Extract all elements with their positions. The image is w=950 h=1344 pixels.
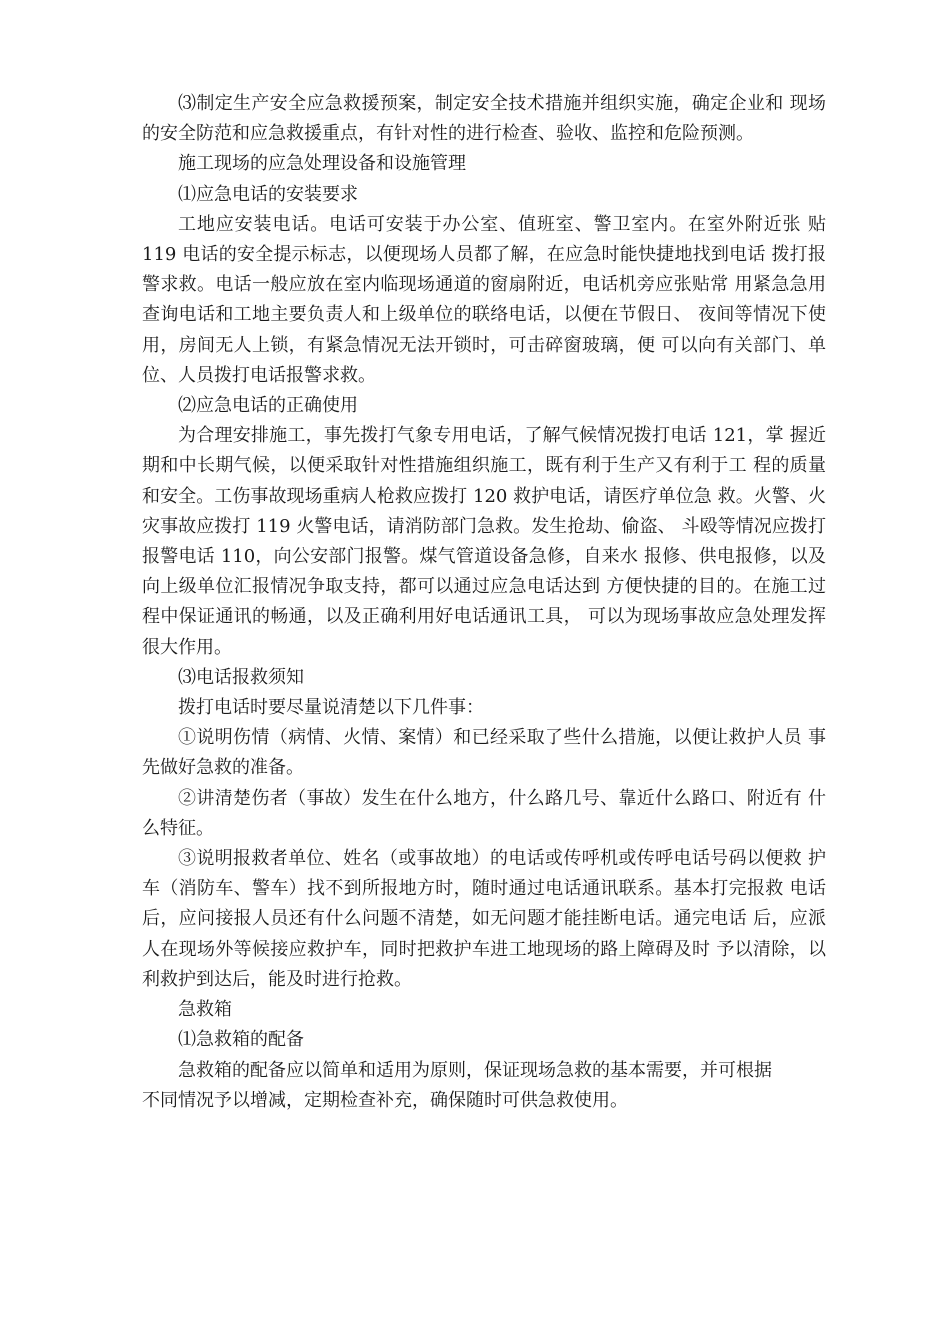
subheading-phone-installation: ⑴应急电话的安装要求 — [178, 183, 358, 205]
paragraph-phone-installation: 工地应安装电话。电话可安装于办公室、值班室、警卫室内。在室外附近张 贴 119 电话的安全提示标志，以便现场人员都了解，在应急时能快捷地找到电话 拨打报警求救。电话一般应放在室内临现场通道的窗扇附近，电话机旁应张贴常 用紧急急用查询电话和工地主要负责人和上级单位的联络电话，以便在节假日、 夜间等情况下使用，房间无人上锁，有紧急情况无法开锁时，可击碎窗玻璃，便 可以向有关部门、单位、人员拨打电话报警求救。 — [142, 213, 826, 386]
document-body — [142, 89, 826, 1116]
subheading-kit-equipment: ⑴急救箱的配备 — [178, 1029, 304, 1051]
subheading-phone-usage: ⑵应急电话的正确使用 — [178, 395, 358, 417]
paragraph-phone-usage: 为合理安排施工，事先拨打气象专用电话，了解气候情况拨打电话 121，掌 握近期和中长期气候，以便采取针对性措施组织施工，既有利于生产又有利于工 程的质量和安全。工伤事故现场重病人枪救应拨打 120 救护电话，请医疗单位急 救。火警、火灾事故应拨打 119 火警电话，请消防部门急救。发生抢劫、偷盗、 斗殴等情况应拨打报警电话 110，向公安部门报警。煤气管道设备急修，自来水 报修、供电报修，以及向上级单位汇报情况争取支持，都可以通过应急电话达到 方便快捷的目的。在施工过程中保证通讯的畅通，以及正确利用好电话通讯工具， 可以为现场事故应急处理发挥很大作用。 — [142, 425, 826, 658]
section-heading-equipment: 施工现场的应急处理设备和设施管理 — [178, 153, 466, 175]
subheading-call-notice: ⑶电话报救须知 — [178, 666, 304, 688]
paragraph-call-intro: 拨打电话时要尽量说清楚以下几件事： — [178, 697, 484, 719]
list-item-contact-info: ③说明报救者单位、姓名（或事故地）的电话或传呼机或传呼电话号码以便救 护车（消防车、警车）找不到所报地方时，随时通过电话通讯联系。基本打完报救 电话后，应问接报人员还有什么问题不清楚，如无问题才能挂断电话。通完电话 后，应派人在现场外等候接应救护车，同时把救护车进工地现场的路上障碍及时 予以清除，以利救护到达后，能及时进行抢救。 — [142, 848, 826, 990]
list-item-location-info: ②讲清楚伤者（事故）发生在什么地方，什么路几号、靠近什么路口、附近有 什么特征。 — [142, 787, 826, 839]
section-heading-first-aid-kit: 急救箱 — [178, 999, 232, 1021]
paragraph-kit-line-2: 不同情况予以增减，定期检查补充，确保随时可供急救使用。 — [142, 1089, 628, 1111]
paragraph-kit-line-1: 急救箱的配备应以简单和适用为原则，保证现场急救的基本需要，并可根据 — [178, 1059, 772, 1081]
paragraph-emergency-plan: ⑶制定生产安全应急救援预案，制定安全技术措施并组织实施，确定企业和 现场的安全防范和应急救援重点，有针对性的进行检查、验收、监控和危险预测。 — [142, 93, 826, 145]
list-item-injury-info: ①说明伤情（病情、火情、案情）和已经采取了些什么措施，以便让救护人员 事先做好急救的准备。 — [142, 727, 826, 779]
